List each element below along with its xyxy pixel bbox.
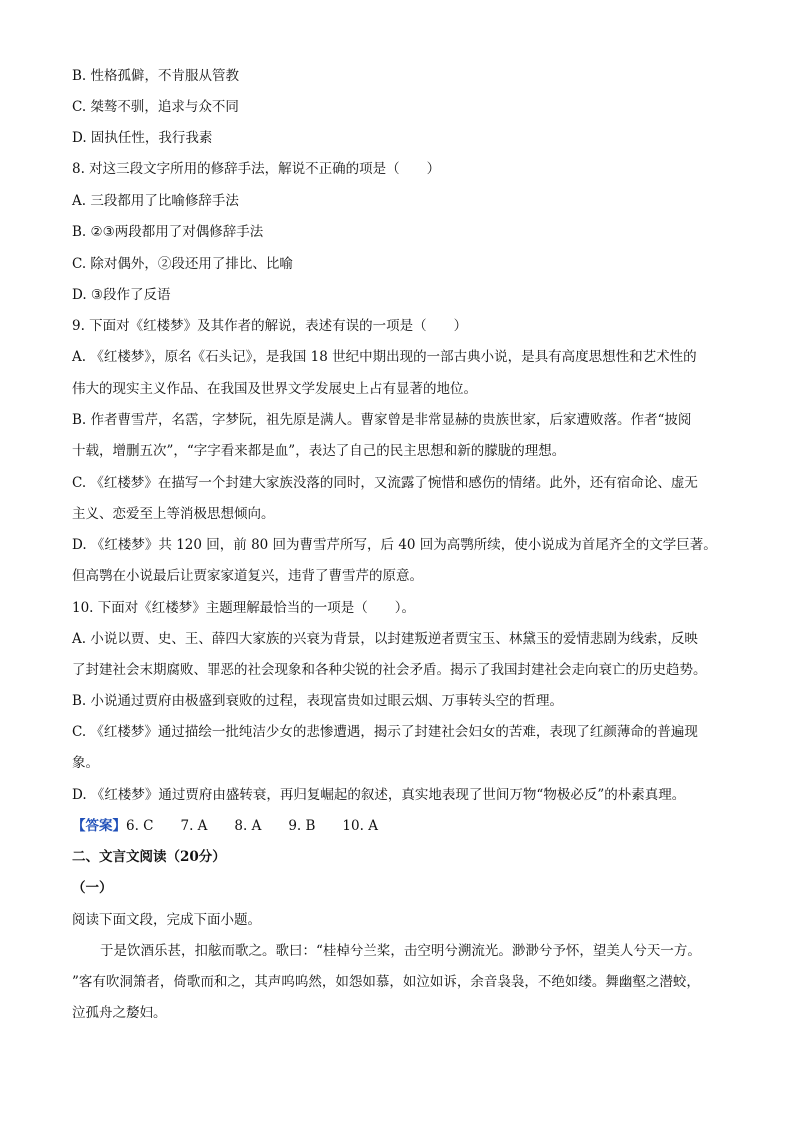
option-a-q10-line1: A. 小说以贾、史、王、薛四大家族的兴衰为背景，以封建叛逆者贾宝玉、林黛玉的爱情悲剧为线索，反映 [72,631,698,647]
option-c-q10-line2: 象。 [72,755,99,771]
instruction: 阅读下面文段，完成下面小题。 [72,912,261,928]
option-c-q10-line1: C. 《红楼梦》通过描绘一批纯洁少女的悲惨遭遇，揭示了封建社会妇女的苦难，表现了红颜薄命的普遍现 [72,724,698,740]
option-c-q9-line1: C. 《红楼梦》在描写一个封建大家族没落的同时，又流露了惋惜和感伤的情绪。此外，还有宿命论、虚无 [72,475,698,491]
option-c-q8: C. 除对偶外，②段还用了排比、比喻 [72,256,293,272]
option-d-q10: D. 《红楼梦》通过贾府由盛转衰，再归复崛起的叙述，真实地表现了世间万物“物极必反”的朴素真理。 [72,787,686,803]
passage-line-3: 泣孤舟之嫠妇。 [72,1005,167,1021]
option-d-q8: D. ③段作了反语 [72,287,171,303]
question-9: 9. 下面对《红楼梦》及其作者的解说，表述有误的一项是（ ） [72,318,468,334]
passage-line-2: ”客有吹洞箫者，倚歌而和之，其声呜呜然，如怨如慕，如泣如诉，余音袅袅，不绝如缕。舞幽壑之潜蛟， [72,974,700,990]
option-b-q9-line2: 十载，增删五次”，“字字看来都是血”，表达了自己的民主思想和新的朦胧的理想。 [72,443,566,459]
question-10: 10. 下面对《红楼梦》主题理解最恰当的一项是（ ）。 [72,600,416,616]
option-a-q10-line2: 了封建社会末期腐败、罪恶的社会现象和各种尖锐的社会矛盾。揭示了我国封建社会走向衰亡的历史趋势。 [72,662,707,678]
answer-line [72,816,732,836]
option-d-q9-line2: 但高鹗在小说最后让贾家家道复兴，违背了曹雪芹的原意。 [72,568,423,584]
option-a-q9-line2: 伟大的现实主义作品、在我国及世界文学发展史上占有显著的地位。 [72,381,477,397]
option-b-q8: B. ②③两段都用了对偶修辞手法 [72,224,264,240]
option-d-q7: D. 固执任性，我行我素 [72,130,213,146]
question-8: 8. 对这三段文字所用的修辞手法，解说不正确的项是（ ） [72,161,441,177]
option-b-q9-line1: B. 作者曹雪芹，名霑，字梦阮，祖先原是满人。曹家曾是非常显赫的贵族世家，后家遭败落。作者“披阅 [72,412,692,428]
option-c-q7: C. 桀骜不驯，追求与众不同 [72,99,239,115]
answer-label: 【答案】 [72,818,126,834]
option-b-q7: B. 性格孤僻，不肯服从管教 [72,68,240,84]
option-b-q10: B. 小说通过贾府由极盛到衰败的过程，表现富贵如过眼云烟、万事转头空的哲理。 [72,693,564,709]
option-d-q9-line1: D. 《红楼梦》共 120 回，前 80 回为曹雪芹所写，后 40 回为高鹗所续，使小说成为首尾齐全的文学巨著。 [72,537,717,553]
sub-section-title: （一） [72,880,113,896]
answer-text: 6. C 7. A 8. A 9. B 10. A [126,818,378,834]
passage-line-1: 于是饮酒乐甚，扣舷而歌之。歌曰：“桂棹兮兰桨，击空明兮溯流光。渺渺兮予怀，望美人兮天一方。 [100,943,701,959]
option-a-q9-line1: A. 《红楼梦》，原名《石头记》，是我国 18 世纪中期出现的一部古典小说，是具有高度思想性和艺术性的 [72,349,697,365]
option-c-q9-line2: 主义、恋爱至上等消极思想倾向。 [72,506,275,522]
option-a-q8: A. 三段都用了比喻修辞手法 [72,193,239,209]
section-title: 二、文言文阅读（20分） [72,849,226,865]
